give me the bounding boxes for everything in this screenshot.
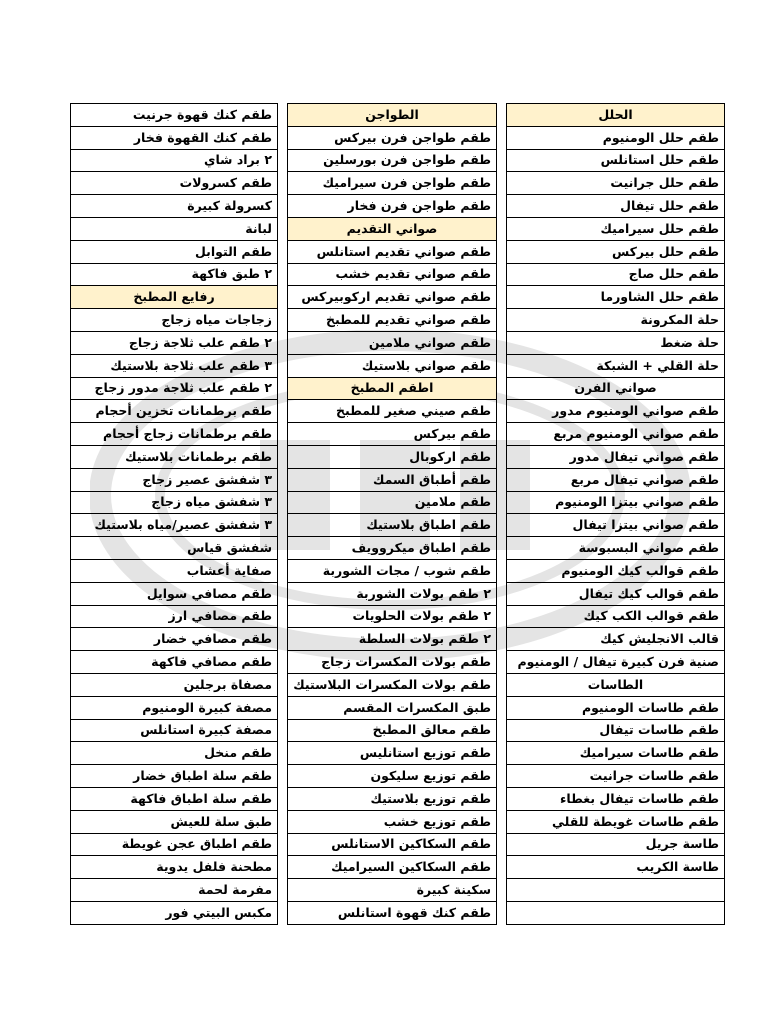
- item-cell: حلة ضغط: [507, 331, 725, 354]
- column-gap: [278, 126, 288, 149]
- table-row: [71, 331, 725, 354]
- column-gap: [278, 491, 288, 514]
- item-cell: طقم توزيع سليكون: [288, 765, 497, 788]
- table-row: [71, 195, 725, 218]
- table-row: [71, 354, 725, 377]
- item-cell: طقم التوابل: [71, 240, 278, 263]
- item-cell: طقم كسرولات: [71, 172, 278, 195]
- item-cell: ٣ طقم علب ثلاجة بلاستيك: [71, 354, 278, 377]
- item-cell: طقم صواني تيفال مربع: [507, 468, 725, 491]
- item-cell: طقم اطباق عجن غويطة: [71, 833, 278, 856]
- item-cell: طاسة جريل: [507, 833, 725, 856]
- item-cell: طقم اطباق بلاستيك: [288, 514, 497, 537]
- table-row: [71, 787, 725, 810]
- column-gap: [497, 833, 507, 856]
- table-body: [71, 104, 725, 925]
- item-cell: طقم طاسات سيراميك: [507, 742, 725, 765]
- column-gap: [497, 354, 507, 377]
- column-gap: [278, 172, 288, 195]
- item-cell: طقم شوب / مجات الشوربة: [288, 559, 497, 582]
- table-row: [71, 628, 725, 651]
- table-row: [71, 582, 725, 605]
- column-gap: [497, 901, 507, 924]
- item-cell: طقم طاسات جرانيت: [507, 765, 725, 788]
- column-gap: [278, 331, 288, 354]
- item-cell: طقم قوالب كيك الومنيوم: [507, 559, 725, 582]
- item-cell: طقم بولات المكسرات البلاستيك: [288, 673, 497, 696]
- item-cell: طقم صواني تقديم اركوبيركس: [288, 286, 497, 309]
- column-gap: [497, 765, 507, 788]
- column-gap: [278, 696, 288, 719]
- item-cell: ٢ طقم بولات الشوربة: [288, 582, 497, 605]
- item-cell: طقم مصافي خضار: [71, 628, 278, 651]
- item-cell: صفاية أعشاب: [71, 559, 278, 582]
- column-gap: [278, 582, 288, 605]
- column-gap: [278, 195, 288, 218]
- column-gap: [278, 833, 288, 856]
- column-gap: [278, 765, 288, 788]
- column-gap: [497, 309, 507, 332]
- item-cell: طقم السكاكين الاستانلس: [288, 833, 497, 856]
- item-cell: طقم صواني بلاستيك: [288, 354, 497, 377]
- item-cell: حلة المكرونة: [507, 309, 725, 332]
- item-cell: مفرمة لحمة: [71, 879, 278, 902]
- item-cell: ٢ طقم بولات الحلويات: [288, 605, 497, 628]
- table-row: [71, 423, 725, 446]
- item-cell: طقم كنك قهوة استانلس: [288, 901, 497, 924]
- table-row: [71, 400, 725, 423]
- item-cell: سكينة كبيرة: [288, 879, 497, 902]
- item-cell: ٣ شفشق مياه زجاج: [71, 491, 278, 514]
- table-row: [71, 651, 725, 674]
- table-row: [71, 217, 725, 240]
- column-gap: [278, 879, 288, 902]
- item-cell: طقم صواني بيتزا تيفال: [507, 514, 725, 537]
- table-row: [71, 765, 725, 788]
- item-cell: طقم منخل: [71, 742, 278, 765]
- section-header: اطقم المطبخ: [288, 377, 497, 400]
- item-cell: طقم طواجن فرن سيراميك: [288, 172, 497, 195]
- item-cell: طقم طواجن فرن بورسلين: [288, 149, 497, 172]
- item-cell: طقم بيركس: [288, 423, 497, 446]
- item-cell: طقم صواني الومنيوم مدور: [507, 400, 725, 423]
- item-cell: طقم صواني ملامين: [288, 331, 497, 354]
- item-cell: طقم مصافي ارز: [71, 605, 278, 628]
- item-cell: ٣ شفشق عصير زجاج: [71, 468, 278, 491]
- item-cell: طقم صواني تقديم خشب: [288, 263, 497, 286]
- column-gap: [497, 445, 507, 468]
- column-gap: [497, 514, 507, 537]
- column-gap: [278, 742, 288, 765]
- column-gap: [278, 628, 288, 651]
- table-row: [71, 673, 725, 696]
- table-row: [71, 833, 725, 856]
- item-cell: [507, 901, 725, 924]
- column-gap: [497, 126, 507, 149]
- table-row: [71, 742, 725, 765]
- item-cell: لبانة: [71, 217, 278, 240]
- item-cell: طقم صواني بيتزا الومنيوم: [507, 491, 725, 514]
- section-header: رفايع المطبخ: [71, 286, 278, 309]
- column-gap: [497, 172, 507, 195]
- table-row: [71, 879, 725, 902]
- column-gap: [497, 719, 507, 742]
- item-cell: ٢ طقم بولات السلطة: [288, 628, 497, 651]
- column-gap: [497, 491, 507, 514]
- item-cell: صنية فرن كبيرة تيفال / الومنيوم: [507, 651, 725, 674]
- item-cell: زجاجات مياه زجاج: [71, 309, 278, 332]
- column-gap: [497, 673, 507, 696]
- item-cell: مصفة كبيرة استانلس: [71, 719, 278, 742]
- item-cell: طقم برطمانات تخزين أحجام: [71, 400, 278, 423]
- column-gap: [497, 263, 507, 286]
- column-gap: [497, 400, 507, 423]
- column-gap: [497, 605, 507, 628]
- table-row: [71, 149, 725, 172]
- item-cell: مصفة كبيرة الومنيوم: [71, 696, 278, 719]
- section-header: صواني الفرن: [507, 377, 725, 400]
- table-row: [71, 104, 725, 127]
- column-gap: [497, 468, 507, 491]
- column-gap: [278, 104, 288, 127]
- column-gap: [497, 787, 507, 810]
- table-row: [71, 605, 725, 628]
- item-cell: طقم حلل استانلس: [507, 149, 725, 172]
- item-cell: طقم حلل جرانيت: [507, 172, 725, 195]
- item-cell: طقم أطباق السمك: [288, 468, 497, 491]
- item-cell: طقم طواجن فرن بيركس: [288, 126, 497, 149]
- item-cell: طقم صيني صغير للمطبخ: [288, 400, 497, 423]
- column-gap: [497, 286, 507, 309]
- column-gap: [278, 468, 288, 491]
- item-cell: طقم حلل صاج: [507, 263, 725, 286]
- column-gap: [278, 787, 288, 810]
- item-cell: طقم سلة اطباق فاكهة: [71, 787, 278, 810]
- column-gap: [497, 195, 507, 218]
- item-cell: طقم برطمانات بلاستيك: [71, 445, 278, 468]
- item-cell: طبق المكسرات المقسم: [288, 696, 497, 719]
- item-cell: كسرولة كبيرة: [71, 195, 278, 218]
- column-gap: [278, 514, 288, 537]
- item-cell: ٣ شفشق عصير/مياه بلاستيك: [71, 514, 278, 537]
- table-row: [71, 263, 725, 286]
- table-row: [71, 126, 725, 149]
- item-cell: طقم ملامين: [288, 491, 497, 514]
- column-gap: [278, 377, 288, 400]
- column-gap: [278, 719, 288, 742]
- item-cell: طقم طاسات غويطة للقلي: [507, 810, 725, 833]
- column-gap: [278, 445, 288, 468]
- item-cell: مكبس البيتي فور: [71, 901, 278, 924]
- item-cell: طقم صواني الومنيوم مربع: [507, 423, 725, 446]
- column-gap: [278, 309, 288, 332]
- item-cell: مطحنة فلفل يدوية: [71, 856, 278, 879]
- item-cell: طقم حلل الشاورما: [507, 286, 725, 309]
- item-cell: طقم حلل بيركس: [507, 240, 725, 263]
- table-row: [71, 445, 725, 468]
- section-header: الطاسات: [507, 673, 725, 696]
- table-row: [71, 559, 725, 582]
- item-cell: طقم برطمانات زجاج أحجام: [71, 423, 278, 446]
- item-cell: طقم حلل الومنيوم: [507, 126, 725, 149]
- item-cell: طقم السكاكين السيراميك: [288, 856, 497, 879]
- item-cell: طقم توزيع بلاستيك: [288, 787, 497, 810]
- table-row: [71, 377, 725, 400]
- table-row: [71, 491, 725, 514]
- column-gap: [278, 423, 288, 446]
- column-gap: [278, 263, 288, 286]
- column-gap: [497, 537, 507, 560]
- column-gap: [278, 651, 288, 674]
- column-gap: [278, 286, 288, 309]
- column-gap: [278, 537, 288, 560]
- item-cell: طقم مصافي فاكهة: [71, 651, 278, 674]
- item-cell: طقم طاسات تيفال: [507, 719, 725, 742]
- column-gap: [278, 217, 288, 240]
- item-cell: طقم صواني تيفال مدور: [507, 445, 725, 468]
- item-cell: طقم سلة اطباق خضار: [71, 765, 278, 788]
- table-row: [71, 856, 725, 879]
- item-cell: طقم صواني تقديم للمطبخ: [288, 309, 497, 332]
- column-gap: [497, 423, 507, 446]
- column-gap: [497, 651, 507, 674]
- column-gap: [497, 240, 507, 263]
- column-gap: [497, 217, 507, 240]
- column-gap: [278, 856, 288, 879]
- item-cell: طقم اطباق ميكروويف: [288, 537, 497, 560]
- item-cell: طقم طاسات الومنيوم: [507, 696, 725, 719]
- table-row: [71, 719, 725, 742]
- column-gap: [497, 628, 507, 651]
- table-row: [71, 696, 725, 719]
- column-gap: [278, 673, 288, 696]
- item-cell: مصفاة برجلين: [71, 673, 278, 696]
- item-cell: طقم توزيع استانليس: [288, 742, 497, 765]
- table-row: [71, 468, 725, 491]
- table-row: [71, 286, 725, 309]
- section-header: الحلل: [507, 104, 725, 127]
- column-gap: [278, 901, 288, 924]
- column-gap: [497, 149, 507, 172]
- item-cell: ٢ طقم علب ثلاجة مدور زجاج: [71, 377, 278, 400]
- column-gap: [497, 856, 507, 879]
- item-cell: طقم معالق المطبخ: [288, 719, 497, 742]
- item-cell: طقم قوالب كيك تيفال: [507, 582, 725, 605]
- table-row: [71, 514, 725, 537]
- item-cell: ٢ براد شاي: [71, 149, 278, 172]
- table-row: [71, 537, 725, 560]
- item-cell: طقم بولات المكسرات زجاج: [288, 651, 497, 674]
- item-cell: طقم توزيع خشب: [288, 810, 497, 833]
- item-cell: طبق سلة للعيش: [71, 810, 278, 833]
- item-cell: طقم صواني تقديم استانلس: [288, 240, 497, 263]
- item-cell: طقم صواني البسبوسة: [507, 537, 725, 560]
- column-gap: [278, 810, 288, 833]
- item-cell: طقم كنك القهوة فخار: [71, 126, 278, 149]
- column-gap: [278, 559, 288, 582]
- item-cell: شفشق قياس: [71, 537, 278, 560]
- column-gap: [497, 377, 507, 400]
- column-gap: [497, 742, 507, 765]
- table-row: [71, 810, 725, 833]
- column-gap: [497, 810, 507, 833]
- item-cell: [507, 879, 725, 902]
- item-cell: طقم اركوبال: [288, 445, 497, 468]
- kitchen-items-table: [70, 103, 725, 925]
- table-row: [71, 240, 725, 263]
- item-cell: حلة القلي + الشبكة: [507, 354, 725, 377]
- section-header: الطواجن: [288, 104, 497, 127]
- table-row: [71, 172, 725, 195]
- column-gap: [278, 240, 288, 263]
- column-gap: [497, 696, 507, 719]
- item-cell: طقم قوالب الكب كيك: [507, 605, 725, 628]
- item-cell: ٢ طبق فاكهة: [71, 263, 278, 286]
- table-row: [71, 309, 725, 332]
- column-gap: [278, 149, 288, 172]
- column-gap: [278, 354, 288, 377]
- column-gap: [497, 879, 507, 902]
- item-cell: طقم حلل تيفال: [507, 195, 725, 218]
- column-gap: [278, 400, 288, 423]
- section-header: صواني التقديم: [288, 217, 497, 240]
- item-cell: طقم طواجن فرن فخار: [288, 195, 497, 218]
- item-cell: ٢ طقم علب ثلاجة زجاج: [71, 331, 278, 354]
- column-gap: [497, 104, 507, 127]
- item-cell: قالب الانجليش كيك: [507, 628, 725, 651]
- column-gap: [278, 605, 288, 628]
- item-cell: طقم كنك قهوة جرنيت: [71, 104, 278, 127]
- item-cell: طقم حلل سيراميك: [507, 217, 725, 240]
- column-gap: [497, 559, 507, 582]
- item-cell: طاسة الكريب: [507, 856, 725, 879]
- table-row: [71, 901, 725, 924]
- item-cell: طقم مصافي سوايل: [71, 582, 278, 605]
- column-gap: [497, 582, 507, 605]
- item-cell: طقم طاسات تيفال بغطاء: [507, 787, 725, 810]
- column-gap: [497, 331, 507, 354]
